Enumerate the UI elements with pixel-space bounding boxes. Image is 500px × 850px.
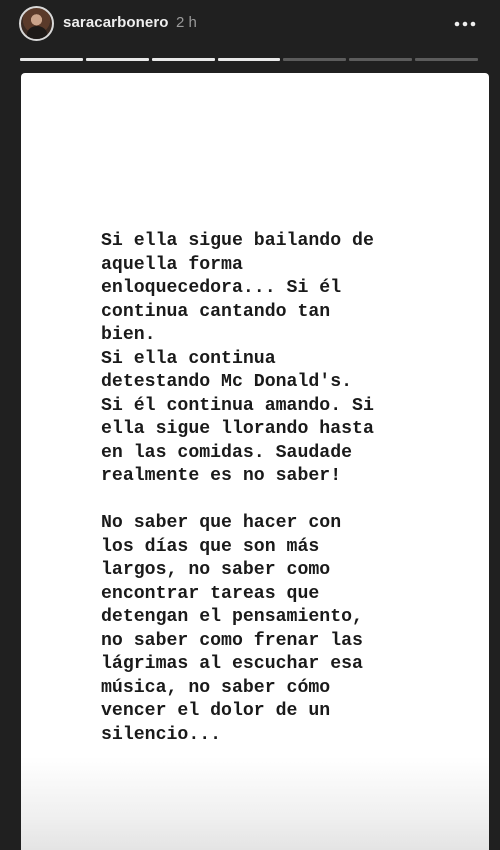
story-text <box>101 230 431 747</box>
progress-segment <box>218 58 281 61</box>
more-horizontal-icon[interactable] <box>454 16 476 32</box>
progress-segment <box>152 58 215 61</box>
progress-segment <box>283 58 346 61</box>
progress-segment <box>86 58 149 61</box>
post-time: 2 h <box>176 14 197 31</box>
progress-segment <box>20 58 83 61</box>
avatar[interactable] <box>19 6 54 41</box>
story-header <box>0 0 500 50</box>
story-paragraph-2: No saber que hacer con los días que son más largos, no saber como encontrar tareas que detengan el pensamiento, no saber como frenar las lágrimas al escuchar esa música, no saber cómo vencer el dolor de un silencio... <box>101 513 363 745</box>
story-content[interactable] <box>21 73 489 850</box>
progress-segment <box>349 58 412 61</box>
story-progress-bar <box>20 58 478 61</box>
username[interactable]: saracarbonero <box>63 14 169 31</box>
story-paragraph-1: Si ella sigue bailando de aquella forma enloquecedora... Si él continua cantando tan bien. Si ella continua detestando Mc Donald's. Si él continua amando. Si ella sigue llorando hasta en las comidas. Saudade realmente es no saber! <box>101 231 374 486</box>
progress-segment <box>415 58 478 61</box>
